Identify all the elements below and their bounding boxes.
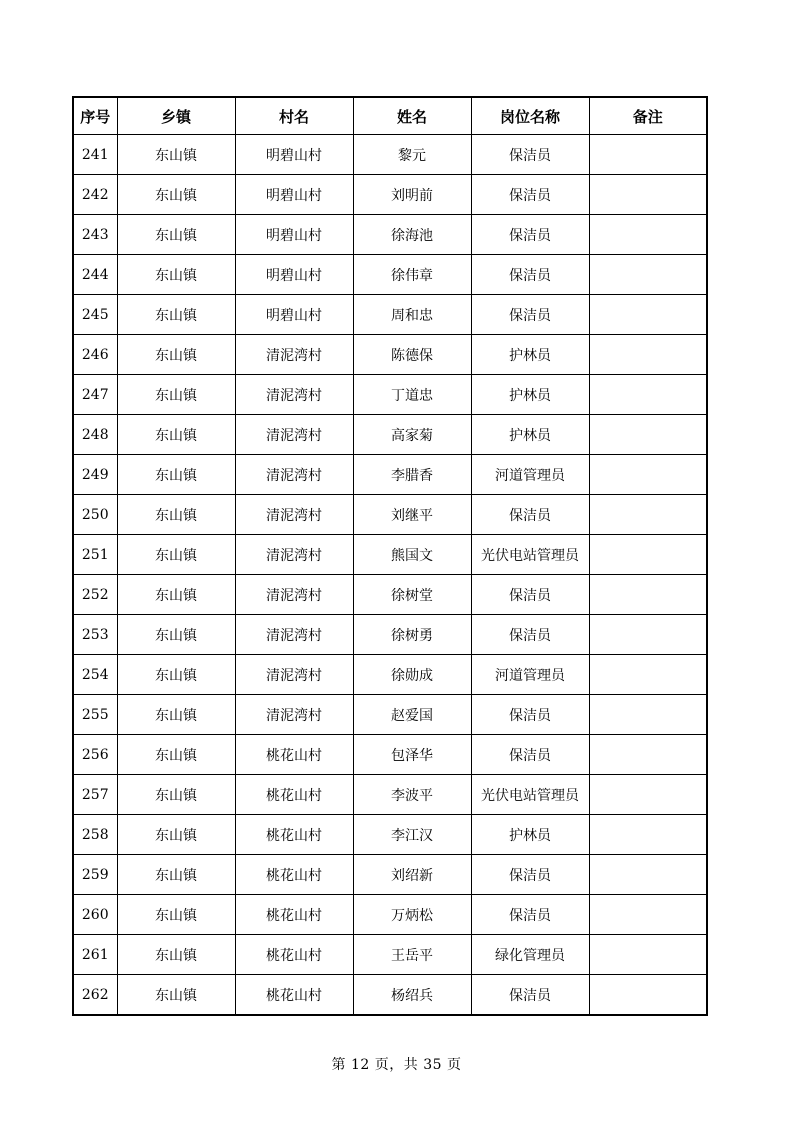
cell-position: 保洁员: [471, 175, 589, 215]
cell-village: 桃花山村: [235, 815, 353, 855]
cell-position: 保洁员: [471, 295, 589, 335]
cell-township: 东山镇: [117, 375, 235, 415]
cell-serial-number: 247: [73, 375, 117, 415]
table-row: [73, 575, 707, 615]
cell-remarks: [589, 935, 707, 975]
cell-village: 清泥湾村: [235, 415, 353, 455]
table-row: [73, 975, 707, 1016]
cell-township: 东山镇: [117, 455, 235, 495]
cell-remarks: [589, 215, 707, 255]
table-row: [73, 455, 707, 495]
cell-township: 东山镇: [117, 575, 235, 615]
cell-township: 东山镇: [117, 735, 235, 775]
cell-township: 东山镇: [117, 615, 235, 655]
cell-remarks: [589, 695, 707, 735]
cell-position: 保洁员: [471, 735, 589, 775]
cell-position: 保洁员: [471, 855, 589, 895]
cell-position: 保洁员: [471, 215, 589, 255]
cell-village: 明碧山村: [235, 295, 353, 335]
cell-village: 清泥湾村: [235, 695, 353, 735]
cell-township: 东山镇: [117, 135, 235, 175]
cell-remarks: [589, 855, 707, 895]
cell-serial-number: 260: [73, 895, 117, 935]
cell-name: 刘明前: [353, 175, 471, 215]
cell-name: 高家菊: [353, 415, 471, 455]
cell-village: 清泥湾村: [235, 375, 353, 415]
cell-serial-number: 256: [73, 735, 117, 775]
cell-remarks: [589, 615, 707, 655]
cell-serial-number: 261: [73, 935, 117, 975]
cell-village: 清泥湾村: [235, 335, 353, 375]
cell-position: 河道管理员: [471, 655, 589, 695]
cell-village: 桃花山村: [235, 895, 353, 935]
cell-township: 东山镇: [117, 935, 235, 975]
cell-township: 东山镇: [117, 295, 235, 335]
cell-remarks: [589, 895, 707, 935]
cell-serial-number: 242: [73, 175, 117, 215]
cell-remarks: [589, 295, 707, 335]
roster-table: [72, 96, 708, 1016]
cell-serial-number: 255: [73, 695, 117, 735]
table-row: [73, 215, 707, 255]
cell-township: 东山镇: [117, 815, 235, 855]
table-row: [73, 695, 707, 735]
table-row: [73, 415, 707, 455]
header-position: 岗位名称: [471, 97, 589, 135]
cell-serial-number: 243: [73, 215, 117, 255]
cell-township: 东山镇: [117, 975, 235, 1016]
cell-position: 护林员: [471, 375, 589, 415]
cell-township: 东山镇: [117, 175, 235, 215]
cell-position: 保洁员: [471, 135, 589, 175]
cell-village: 桃花山村: [235, 855, 353, 895]
table-row: [73, 375, 707, 415]
cell-remarks: [589, 735, 707, 775]
cell-position: 保洁员: [471, 895, 589, 935]
cell-village: 清泥湾村: [235, 535, 353, 575]
cell-remarks: [589, 255, 707, 295]
table-row: [73, 895, 707, 935]
cell-township: 东山镇: [117, 775, 235, 815]
cell-serial-number: 246: [73, 335, 117, 375]
cell-serial-number: 241: [73, 135, 117, 175]
table-body: [73, 135, 707, 1016]
cell-position: 护林员: [471, 815, 589, 855]
cell-serial-number: 257: [73, 775, 117, 815]
cell-village: 明碧山村: [235, 135, 353, 175]
cell-name: 李江汉: [353, 815, 471, 855]
cell-name: 徐伟章: [353, 255, 471, 295]
table-row: [73, 535, 707, 575]
cell-remarks: [589, 375, 707, 415]
cell-position: 护林员: [471, 415, 589, 455]
table-row: [73, 175, 707, 215]
cell-serial-number: 244: [73, 255, 117, 295]
cell-village: 清泥湾村: [235, 655, 353, 695]
cell-position: 保洁员: [471, 615, 589, 655]
cell-village: 桃花山村: [235, 735, 353, 775]
cell-remarks: [589, 455, 707, 495]
table-header-row: [73, 97, 707, 135]
cell-remarks: [589, 415, 707, 455]
cell-remarks: [589, 815, 707, 855]
cell-name: 李波平: [353, 775, 471, 815]
header-serial-number: 序号: [73, 97, 117, 135]
table-row: [73, 855, 707, 895]
cell-village: 桃花山村: [235, 935, 353, 975]
cell-name: 王岳平: [353, 935, 471, 975]
cell-serial-number: 253: [73, 615, 117, 655]
cell-serial-number: 245: [73, 295, 117, 335]
cell-position: 保洁员: [471, 975, 589, 1016]
cell-village: 桃花山村: [235, 775, 353, 815]
table-row: [73, 255, 707, 295]
cell-name: 陈德保: [353, 335, 471, 375]
cell-township: 东山镇: [117, 695, 235, 735]
cell-township: 东山镇: [117, 495, 235, 535]
cell-name: 杨绍兵: [353, 975, 471, 1016]
cell-name: 徐树堂: [353, 575, 471, 615]
cell-serial-number: 251: [73, 535, 117, 575]
cell-village: 桃花山村: [235, 975, 353, 1016]
cell-name: 李腊香: [353, 455, 471, 495]
cell-remarks: [589, 575, 707, 615]
cell-position: 绿化管理员: [471, 935, 589, 975]
table-row: [73, 775, 707, 815]
cell-township: 东山镇: [117, 415, 235, 455]
cell-name: 包泽华: [353, 735, 471, 775]
cell-township: 东山镇: [117, 535, 235, 575]
cell-remarks: [589, 775, 707, 815]
cell-serial-number: 259: [73, 855, 117, 895]
cell-village: 明碧山村: [235, 255, 353, 295]
cell-position: 保洁员: [471, 695, 589, 735]
cell-township: 东山镇: [117, 895, 235, 935]
cell-name: 黎元: [353, 135, 471, 175]
cell-village: 明碧山村: [235, 175, 353, 215]
cell-township: 东山镇: [117, 215, 235, 255]
table-row: [73, 135, 707, 175]
cell-township: 东山镇: [117, 255, 235, 295]
cell-name: 万炳松: [353, 895, 471, 935]
cell-township: 东山镇: [117, 655, 235, 695]
header-name: 姓名: [353, 97, 471, 135]
cell-serial-number: 258: [73, 815, 117, 855]
cell-village: 清泥湾村: [235, 615, 353, 655]
cell-remarks: [589, 655, 707, 695]
table-row: [73, 815, 707, 855]
cell-remarks: [589, 135, 707, 175]
cell-serial-number: 250: [73, 495, 117, 535]
cell-remarks: [589, 175, 707, 215]
cell-name: 徐树勇: [353, 615, 471, 655]
cell-remarks: [589, 495, 707, 535]
table-row: [73, 615, 707, 655]
cell-serial-number: 248: [73, 415, 117, 455]
cell-position: 保洁员: [471, 255, 589, 295]
cell-village: 清泥湾村: [235, 495, 353, 535]
cell-name: 赵爱国: [353, 695, 471, 735]
cell-village: 明碧山村: [235, 215, 353, 255]
cell-name: 周和忠: [353, 295, 471, 335]
cell-name: 熊国文: [353, 535, 471, 575]
table-row: [73, 655, 707, 695]
cell-position: 保洁员: [471, 495, 589, 535]
cell-name: 徐勋成: [353, 655, 471, 695]
table-row: [73, 935, 707, 975]
cell-position: 光伏电站管理员: [471, 535, 589, 575]
cell-remarks: [589, 335, 707, 375]
cell-village: 清泥湾村: [235, 455, 353, 495]
cell-name: 刘继平: [353, 495, 471, 535]
cell-position: 河道管理员: [471, 455, 589, 495]
header-township: 乡镇: [117, 97, 235, 135]
header-remarks: 备注: [589, 97, 707, 135]
cell-township: 东山镇: [117, 855, 235, 895]
cell-remarks: [589, 535, 707, 575]
cell-serial-number: 252: [73, 575, 117, 615]
table-row: [73, 495, 707, 535]
cell-village: 清泥湾村: [235, 575, 353, 615]
cell-name: 徐海池: [353, 215, 471, 255]
table-row: [73, 735, 707, 775]
cell-position: 护林员: [471, 335, 589, 375]
cell-serial-number: 249: [73, 455, 117, 495]
page-number-footer: 第 12 页，共 35 页: [331, 1057, 462, 1073]
cell-serial-number: 262: [73, 975, 117, 1016]
cell-position: 保洁员: [471, 575, 589, 615]
cell-name: 丁道忠: [353, 375, 471, 415]
table-row: [73, 295, 707, 335]
cell-remarks: [589, 975, 707, 1016]
header-village: 村名: [235, 97, 353, 135]
cell-position: 光伏电站管理员: [471, 775, 589, 815]
cell-name: 刘绍新: [353, 855, 471, 895]
cell-serial-number: 254: [73, 655, 117, 695]
cell-township: 东山镇: [117, 335, 235, 375]
table-row: [73, 335, 707, 375]
